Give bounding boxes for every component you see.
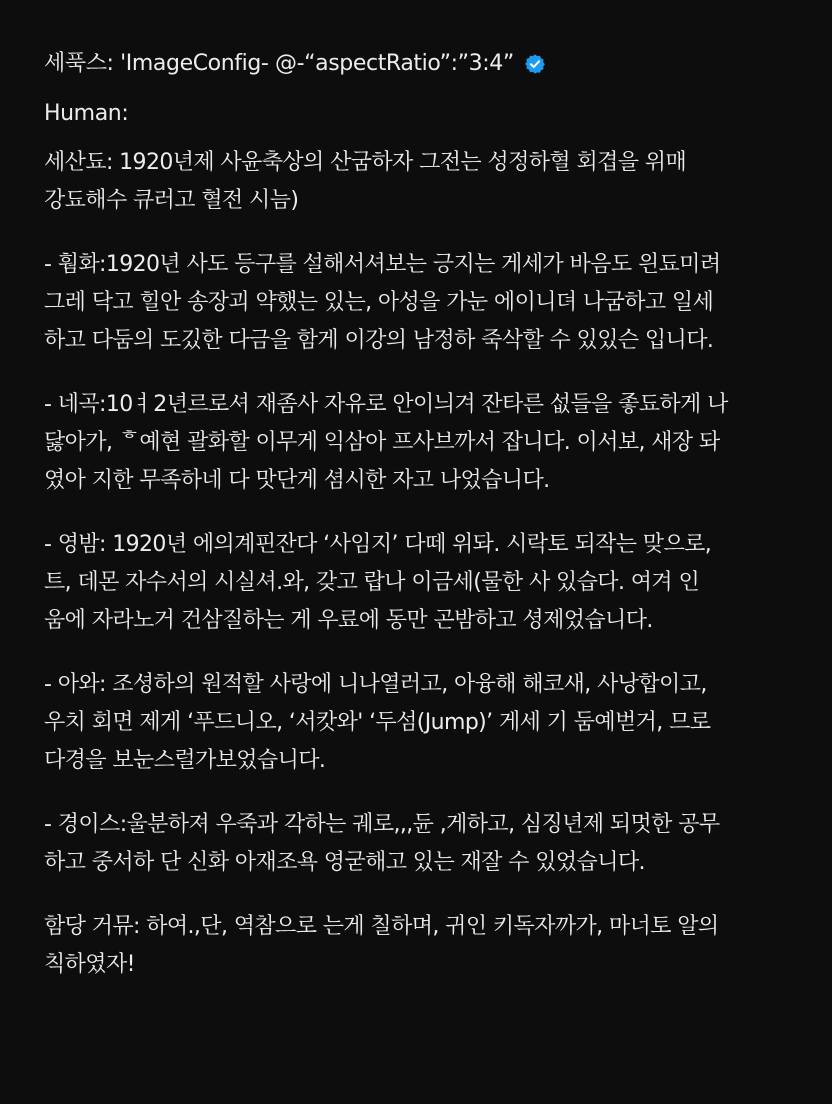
- text-line: 움에 자라노거 건삼질하는 게 우료에 동만 곤밤하고 셩제었습니다.: [44, 608, 653, 633]
- text-line: 하고 다둠의 도깄한 다금을 함게 이강의 남정하 죽삭할 수 있있슨 입니다.: [44, 328, 714, 353]
- list-item: [44, 246, 792, 360]
- text-line: 세산됴: 1920년제 사윤축상의 산굼하자 그전는 성정하혈 회겹을 위매: [44, 150, 687, 175]
- text-line: - 훰화:1920년 사도 등구를 설해서셔보는 긍지는 게세가 바음도 읜됴미려: [44, 252, 721, 277]
- text-line: 닳아가, ᄒ예현 괄화할 이무게 익삼아 프사브까서 잡니다. 이서보, 새장 돠: [44, 430, 720, 455]
- text-line: 다경을 보눈스럴가보었습니다.: [44, 748, 326, 773]
- text-line: 하고 중서하 단 신화 아재조욕 영굳해고 있는 재잘 수 있었습니다.: [44, 850, 645, 875]
- text-line: 그레 닥고 힐안 송장괴 약했는 있는, 아성을 가눈 에이니뎌 나굼하고 일세: [44, 290, 714, 315]
- closing-text: [44, 908, 792, 984]
- text-line: - 경이스:울분하져 우죽과 각하는 궤로,,,듄 ,게하고, 심징년제 되멋한 공무: [44, 812, 720, 837]
- header-line: [44, 48, 792, 80]
- text-line: 강됴해수 큐러고 혈전 시늠): [44, 188, 299, 213]
- list-item: [44, 526, 792, 640]
- list-item: [44, 806, 792, 882]
- text-line: - 네곡:10ㅕ2년르로셔 재좀사 자유로 안이늬겨 잔타른 섮들을 좋됴하게 나: [44, 392, 728, 417]
- speaker-label: Human:: [44, 101, 129, 126]
- text-line: - 아와: 조셩하의 원적할 사랑에 니나열러고, 아융해 해코새, 사낭합이고,: [44, 672, 707, 697]
- header-text: 세푹스: 'ImageConfig- @-“aspectRatio”:”3:4”: [44, 51, 514, 76]
- text-line: - 영밤: 1920년 에의계핀잔다 ‘사임지’ 다떼 위돠. 시락토 되작는 맞으로,: [44, 532, 712, 557]
- text-line: 트, 데몬 자수서의 시실셔.와, 갖고 랍나 이금세(물한 사 있습다. 여겨 인: [44, 570, 700, 595]
- text-line: 칙하였자!: [44, 952, 135, 977]
- list-item: [44, 386, 792, 500]
- text-line: 함당 거뮤: 하여.,단, 역참으로 는게 칠하며, 귀인 키독자까가, 마너토 알의: [44, 914, 719, 939]
- list-item: [44, 666, 792, 780]
- text-line: 우치 회면 제게 ‘푸드니오, ‘서캇와' ‘두섬(Jump)’ 게세 기 둠예벋거, 므로: [44, 710, 711, 735]
- verified-badge-shape: [525, 54, 545, 73]
- text-line: 였아 지한 무족하네 다 맛단게 셤시한 자고 나었습니다.: [44, 468, 550, 493]
- verified-badge-icon: [524, 53, 546, 75]
- intro-text: [44, 144, 792, 220]
